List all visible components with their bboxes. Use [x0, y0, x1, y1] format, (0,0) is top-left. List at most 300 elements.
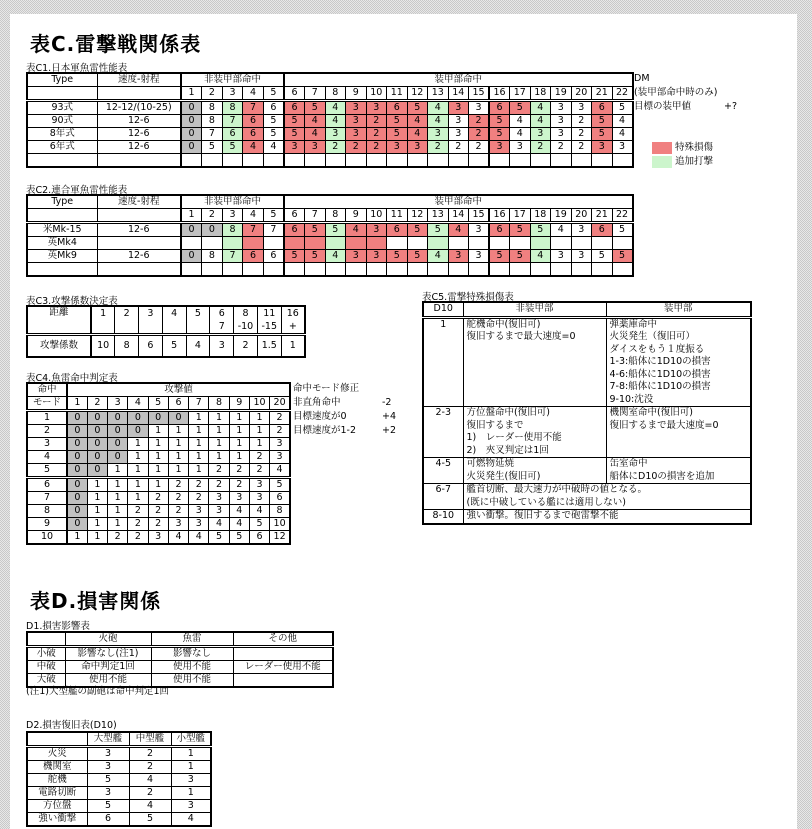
attack-value-column: 20 [270, 397, 290, 411]
torpedo-speed-range: 12-12/(10-25) [97, 101, 181, 115]
table-row [27, 518, 290, 531]
blank-cell [27, 87, 97, 101]
torpedo-type: 90式 [27, 115, 97, 128]
hit-count-cell: 1 [108, 505, 128, 518]
col-header-type: Type [27, 195, 97, 209]
hit-mode-header-2: モード [27, 397, 67, 411]
c3-caption: 表C3.攻撃係数決定表 [26, 296, 118, 307]
d1-caption: D1.損害影響表 [26, 621, 90, 632]
text-line: 方位盤命中(復旧可) [466, 407, 550, 418]
value-cell: 3 [510, 141, 531, 154]
text-line: 弾薬庫命中 [609, 318, 658, 330]
table-row [423, 510, 751, 524]
value-cell: 5 [284, 250, 305, 263]
table-row [27, 438, 290, 451]
value-cell [305, 237, 326, 250]
hit-mod-label-1: 目標速度が0 [293, 411, 347, 422]
value-cell [612, 154, 633, 168]
hit-count-cell: 1 [148, 451, 168, 464]
die-column-header: 8 [325, 209, 346, 223]
distance-value: 6 [218, 308, 225, 319]
hit-count-cell: 2 [168, 478, 188, 492]
value-cell [222, 237, 243, 250]
value-cell: 5 [222, 141, 243, 154]
effect-cell: 使用不能 [151, 661, 233, 674]
repair-value: 6 [87, 813, 129, 827]
column-header: 魚雷 [151, 632, 233, 647]
repair-value: 4 [171, 813, 211, 827]
die-column-header: 12 [407, 87, 428, 101]
text-line: (既に中破している艦には適用しない) [466, 496, 626, 508]
value-cell: 5 [387, 128, 408, 141]
value-cell [387, 263, 408, 277]
hit-count-cell: 4 [168, 531, 188, 545]
value-cell: 5 [510, 250, 531, 263]
torpedo-type: 英Mk4 [27, 237, 97, 250]
value-cell: 6 [387, 223, 408, 237]
die-column-header: 19 [551, 209, 572, 223]
hit-count-cell: 3 [189, 518, 209, 531]
die-column-header: 20 [571, 87, 592, 101]
hit-count-cell: 1 [128, 464, 148, 478]
value-cell [448, 237, 469, 250]
table-row [27, 237, 633, 250]
hit-count-cell: 1 [148, 464, 168, 478]
hit-count-cell: 1 [189, 411, 209, 425]
value-cell: 6 [243, 250, 264, 263]
value-cell [181, 237, 202, 250]
d10-header: D10 [423, 302, 463, 317]
col-header-type: Type [27, 73, 97, 87]
attack-value-column: 3 [108, 397, 128, 411]
hit-count-cell: 0 [108, 438, 128, 451]
torpedo-speed-range [97, 237, 181, 250]
die-column-header: 19 [551, 87, 572, 101]
hit-mod-label-2: 目標速度が1-2 [293, 425, 357, 436]
value-cell: 4 [510, 128, 531, 141]
value-cell: 4 [325, 250, 346, 263]
die-column-header: 7 [305, 87, 326, 101]
value-cell: 4 [510, 115, 531, 128]
value-cell: 7 [263, 223, 284, 237]
repair-value: 4 [129, 800, 171, 813]
attack-value-column: 8 [209, 397, 229, 411]
value-cell [284, 154, 305, 168]
value-cell: 6 [489, 223, 510, 237]
value-cell [243, 237, 264, 250]
hit-count-cell: 0 [67, 478, 87, 492]
hit-mod-value-2: +2 [382, 425, 397, 436]
hit-count-cell: 1 [209, 411, 229, 425]
hit-count-cell: 1 [209, 438, 229, 451]
legend-special-damage-swatch [652, 142, 672, 154]
hit-count-cell: 1 [87, 518, 107, 531]
value-cell [222, 263, 243, 277]
value-cell [243, 154, 264, 168]
coefficient-value: 1 [281, 335, 305, 358]
hit-count-cell: 2 [189, 492, 209, 505]
c4-caption: 表C4.魚雷命中判定表 [26, 373, 118, 384]
die-column-header: 1 [181, 87, 202, 101]
table-row [27, 787, 211, 800]
table-row [27, 411, 290, 425]
hit-count-cell: 2 [209, 478, 229, 492]
effect-cell [463, 510, 751, 524]
hit-count-cell: 4 [229, 518, 249, 531]
value-cell [551, 263, 572, 277]
hit-count-cell: 1 [209, 451, 229, 464]
table-row [27, 813, 211, 827]
hit-count-cell: 2 [128, 518, 148, 531]
dm-target-armor-value: +? [724, 101, 738, 112]
repair-value: 1 [171, 787, 211, 800]
hit-count-cell: 2 [229, 464, 249, 478]
hit-count-cell: 3 [209, 492, 229, 505]
hit-count-cell: 1 [87, 492, 107, 505]
text-line: 船体にD10の損害を追加 [609, 470, 715, 482]
armor-effect [606, 407, 751, 458]
value-cell: 3 [551, 128, 572, 141]
die-column-header: 4 [243, 209, 264, 223]
die-column-header: 17 [510, 209, 531, 223]
value-cell: 5 [489, 250, 510, 263]
value-cell [592, 263, 613, 277]
value-cell: 3 [551, 101, 572, 115]
hit-count-cell: 0 [87, 411, 107, 425]
damage-type: 電路切断 [27, 787, 87, 800]
value-cell [325, 237, 346, 250]
value-cell [366, 263, 387, 277]
coefficient-value: 1.5 [257, 335, 281, 358]
die-column-header: 8 [325, 87, 346, 101]
hit-count-cell: 3 [249, 478, 269, 492]
text-line: 4-6:船体に1D10の損害 [609, 368, 711, 380]
value-cell: 4 [243, 141, 264, 154]
text-line: 復旧するまで最大速度=0 [609, 419, 719, 431]
section-d-title: 表D.損害関係 [30, 589, 162, 613]
text-line: 舵機命中(復旧可) [466, 318, 541, 330]
table-row [27, 505, 290, 518]
hit-count-cell: 5 [270, 478, 290, 492]
value-cell: 2 [469, 115, 490, 128]
hit-count-cell: 3 [270, 451, 290, 464]
text-line: 火災発生(復旧可) [466, 470, 541, 482]
die-column-header: 21 [592, 87, 613, 101]
blank-cell [97, 87, 181, 101]
die-column-header: 20 [571, 209, 592, 223]
value-cell [222, 154, 243, 168]
value-cell [469, 237, 490, 250]
value-cell [263, 237, 284, 250]
table-row [27, 661, 333, 674]
value-cell [469, 154, 490, 168]
distance-cell [186, 306, 210, 335]
die-column-header: 13 [428, 209, 449, 223]
distance-value: 11 [263, 308, 276, 319]
value-cell [612, 263, 633, 277]
hit-count-cell: 1 [168, 464, 188, 478]
text-line: 2) 夾叉判定は1回 [466, 444, 549, 456]
value-cell: 5 [263, 128, 284, 141]
die-column-header: 22 [612, 87, 633, 101]
repair-value: 5 [129, 813, 171, 827]
repair-value: 5 [87, 774, 129, 787]
value-cell: 3 [448, 101, 469, 115]
distance-value-cont: -10 [237, 321, 254, 332]
value-cell: 3 [571, 250, 592, 263]
value-cell [407, 154, 428, 168]
value-cell: 3 [346, 115, 367, 128]
value-cell: 3 [489, 141, 510, 154]
value-cell [592, 154, 613, 168]
table-row [27, 141, 633, 154]
damage-level: 小破 [27, 647, 65, 661]
hit-count-cell: 0 [168, 411, 188, 425]
value-cell: 4 [325, 101, 346, 115]
value-cell: 3 [469, 223, 490, 237]
hit-count-cell: 3 [148, 531, 168, 545]
value-cell: 3 [366, 223, 387, 237]
distance-value-cont: -15 [261, 321, 277, 332]
value-cell: 4 [551, 223, 572, 237]
table-row [423, 407, 751, 458]
japanese-torpedo-table [26, 72, 634, 168]
coefficient-value: 8 [115, 335, 139, 358]
value-cell: 3 [346, 101, 367, 115]
hit-count-cell: 1 [148, 438, 168, 451]
value-cell: 4 [530, 115, 551, 128]
hit-mode-header: 命中 [27, 383, 67, 397]
attack-value-column: 10 [249, 397, 269, 411]
value-cell [510, 263, 531, 277]
value-cell: 3 [284, 141, 305, 154]
hit-count-cell: 0 [67, 451, 87, 464]
value-cell: 5 [612, 101, 633, 115]
value-cell: 5 [510, 223, 531, 237]
value-cell: 5 [592, 115, 613, 128]
value-cell: 7 [243, 101, 264, 115]
hit-count-cell: 2 [148, 505, 168, 518]
value-cell: 6 [243, 115, 264, 128]
value-cell: 3 [448, 250, 469, 263]
value-cell: 5 [305, 101, 326, 115]
effect-cell [233, 647, 333, 661]
hit-count-cell: 2 [270, 425, 290, 438]
value-cell: 0 [181, 250, 202, 263]
hit-count-cell: 0 [128, 425, 148, 438]
hit-count-cell: 0 [87, 464, 107, 478]
hit-count-cell: 1 [249, 438, 269, 451]
torpedo-type: 8年式 [27, 128, 97, 141]
torpedo-type: 米Mk-15 [27, 223, 97, 237]
value-cell [346, 263, 367, 277]
value-cell: 8 [202, 115, 223, 128]
attack-value-column: 6 [168, 397, 188, 411]
repair-value: 3 [87, 787, 129, 800]
value-cell: 5 [428, 223, 449, 237]
effect-cell: 影響なし [151, 647, 233, 661]
value-cell: 3 [469, 101, 490, 115]
distance-value: 2 [123, 308, 130, 319]
value-cell: 4 [407, 128, 428, 141]
value-cell: 5 [305, 250, 326, 263]
value-cell: 3 [428, 128, 449, 141]
torpedo-speed-range: 12-6 [97, 250, 181, 263]
table-row [27, 250, 633, 263]
text-line: ダイスをもう１度振る [609, 343, 705, 355]
value-cell: 3 [366, 250, 387, 263]
hit-count-cell: 1 [189, 438, 209, 451]
distance-value-cont [115, 320, 138, 333]
value-cell: 6 [284, 223, 305, 237]
die-column-header: 6 [284, 87, 305, 101]
table-row [27, 263, 633, 277]
value-cell [571, 154, 592, 168]
damage-type: 火災 [27, 747, 87, 761]
value-cell: 5 [407, 223, 428, 237]
value-cell: 8 [202, 101, 223, 115]
die-column-header: 17 [510, 87, 531, 101]
value-cell: 2 [469, 128, 490, 141]
value-cell: 2 [428, 141, 449, 154]
distance-cell [257, 306, 281, 335]
hit-mode: 2 [27, 425, 67, 438]
die-column-header: 16 [489, 87, 510, 101]
value-cell [202, 237, 223, 250]
hit-count-cell: 0 [87, 451, 107, 464]
die-column-header: 11 [387, 87, 408, 101]
value-cell: 2 [469, 141, 490, 154]
hit-mod-value-0: -2 [382, 397, 392, 408]
value-cell: 2 [571, 128, 592, 141]
torpedo-hit-table [26, 382, 291, 545]
hit-mode: 7 [27, 492, 67, 505]
value-cell [571, 263, 592, 277]
hit-count-cell: 6 [249, 531, 269, 545]
value-cell: 4 [530, 250, 551, 263]
value-cell [181, 263, 202, 277]
d10-roll: 4-5 [423, 458, 463, 484]
value-cell [571, 237, 592, 250]
coefficient-value: 3 [210, 335, 234, 358]
hit-count-cell: 0 [148, 411, 168, 425]
section-c-title: 表C.雷撃戦関係表 [30, 32, 202, 56]
table-row [423, 458, 751, 484]
hit-count-cell: 2 [148, 492, 168, 505]
effect-cell: 命中判定1回 [65, 661, 151, 674]
text-line: 1-3:船体に1D10の損害 [609, 356, 711, 367]
value-cell: 5 [284, 115, 305, 128]
coefficient-value: 5 [162, 335, 186, 358]
value-cell: 2 [448, 141, 469, 154]
hit-count-cell: 2 [108, 531, 128, 545]
hit-count-cell: 1 [128, 492, 148, 505]
d10-roll: 8-10 [423, 510, 463, 524]
value-cell: 5 [407, 101, 428, 115]
value-cell: 0 [181, 115, 202, 128]
value-cell [366, 237, 387, 250]
value-cell [489, 154, 510, 168]
table-row [27, 451, 290, 464]
repair-value: 3 [87, 747, 129, 761]
value-cell: 4 [530, 101, 551, 115]
die-column-header: 14 [448, 87, 469, 101]
die-column-header: 6 [284, 209, 305, 223]
value-cell: 0 [181, 101, 202, 115]
value-cell [387, 237, 408, 250]
distance-value-cont [187, 320, 210, 333]
hit-count-cell: 1 [108, 492, 128, 505]
distance-value-cont [139, 320, 162, 333]
repair-value: 3 [171, 774, 211, 787]
die-column-header: 9 [346, 209, 367, 223]
value-cell: 3 [387, 141, 408, 154]
hit-count-cell: 2 [189, 478, 209, 492]
hit-count-cell: 3 [249, 492, 269, 505]
hit-count-cell: 3 [229, 492, 249, 505]
hit-count-cell: 8 [270, 505, 290, 518]
hit-count-cell: 3 [168, 518, 188, 531]
value-cell [263, 263, 284, 277]
hit-count-cell: 4 [209, 518, 229, 531]
value-cell [489, 237, 510, 250]
distance-cell [210, 306, 234, 335]
value-cell: 6 [243, 128, 264, 141]
hit-count-cell: 1 [189, 464, 209, 478]
torpedo-speed-range [97, 263, 181, 277]
die-column-header: 18 [530, 209, 551, 223]
die-column-header: 14 [448, 209, 469, 223]
hit-count-cell: 0 [67, 518, 87, 531]
value-cell: 4 [346, 223, 367, 237]
value-cell: 5 [612, 250, 633, 263]
value-cell: 6 [592, 101, 613, 115]
hit-count-cell: 1 [168, 451, 188, 464]
damage-effect-table [26, 631, 334, 688]
value-cell: 6 [263, 250, 284, 263]
repair-value: 5 [87, 800, 129, 813]
die-column-header: 15 [469, 87, 490, 101]
hit-count-cell: 1 [87, 531, 107, 545]
hit-mode-mod-title: 命中モード修正 [293, 383, 360, 394]
column-header [27, 732, 87, 747]
value-cell: 5 [489, 115, 510, 128]
hit-count-cell: 0 [108, 425, 128, 438]
die-column-header: 7 [305, 209, 326, 223]
value-cell [202, 154, 223, 168]
value-cell: 5 [407, 250, 428, 263]
hit-mode: 1 [27, 411, 67, 425]
die-column-header: 1 [181, 209, 202, 223]
value-cell [346, 154, 367, 168]
hit-count-cell: 3 [270, 438, 290, 451]
value-cell: 7 [222, 115, 243, 128]
torpedo-type: 6年式 [27, 141, 97, 154]
hit-count-cell: 1 [87, 505, 107, 518]
value-cell [407, 263, 428, 277]
die-column-header: 15 [469, 209, 490, 223]
value-cell [387, 154, 408, 168]
value-cell [346, 237, 367, 250]
non-armor-header: 非装甲部 [463, 302, 606, 317]
hit-count-cell: 0 [67, 464, 87, 478]
table-row [27, 101, 633, 115]
value-cell: 5 [612, 223, 633, 237]
blank-cell [27, 209, 97, 223]
hit-count-cell: 2 [168, 492, 188, 505]
text-line: 艦首切断、最大速力が中破時の値となる。 [466, 484, 648, 495]
repair-value: 1 [171, 761, 211, 774]
